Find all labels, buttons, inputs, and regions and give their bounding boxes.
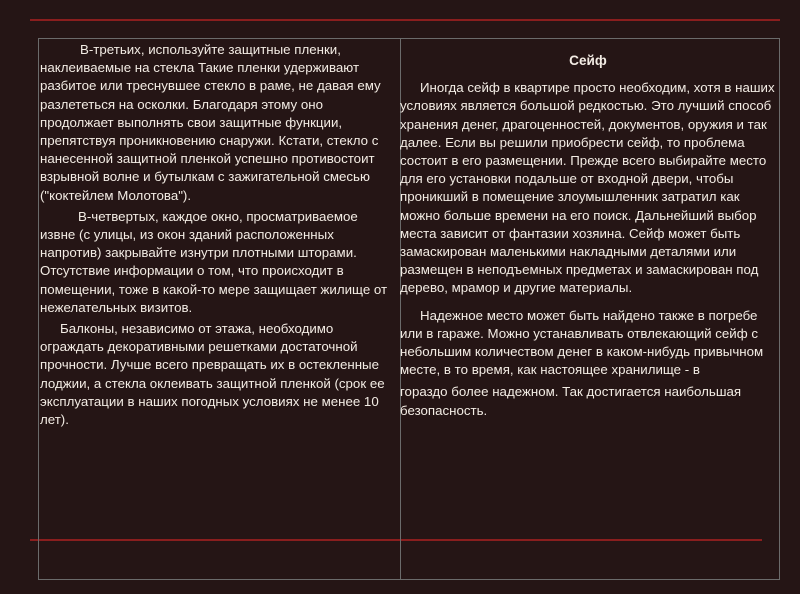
paragraph-safe-location: Надежное место может быть найдено также в погребе или в гараже. Можно устанавливать отвлекающий сейф с небольшим количеством денег в каком-нибудь привычном месте, в то время, как настоящее хранилище - в — [400, 307, 764, 378]
paragraph-safe-intro: Иногда сейф в квартире просто необходим, хотя в наших условиях является большой редкостью. Это лучший способ хранения денег, драгоценностей, документов, оружия и так далее. Если вы решили приобрести сейф, то проблема состоит в его размещении. Прежде всего выбирайте место для его установки подальше от входной двери, чтобы проникший в помещение злоумышленник затратил как можно больше времени на его поиск. Дальнейший выбор места зависит от фантазии хозяина. Сейф может быть замаскирован маленькими накладными деталями или размещен в неподъемных предметах и замаскирован под дерево, мрамор и другие материалы. — [400, 80, 775, 296]
paragraph-balconies: Балконы, независимо от этажа, необходимо ограждать декоративными решетками достаточной прочности. Лучше всего превращать их в остекленные лоджии, а стекла оклеивать защитной пленкой (срок ее эксплуатации в наших погодных условиях не менее 10 лет). — [40, 321, 385, 428]
paragraph-window-film: В-третьих, используйте защитные пленки, наклеиваемые на стекла Такие пленки удерживают разбитое или треснувшее стекло в раме, не давая ему разлететься на осколки. Благодаря этому оно продолжает выполнять свои защитные функции, препятствуя проникновению снаружи. Кстати, стекло с нанесенной защитной пленкой успешно противостоит взрывной волне и бутылкам с зажигательной смесью ("коктейлем Молотова"). — [40, 42, 381, 203]
paragraph-curtains: В-четвертых, каждое окно, просматриваемое извне (с улицы, из окон зданий расположенных напротив) закрывайте изнутри плотными шторами. Отсутствие информации о том, что происходит в помещении, тоже в какой-то мере защищает жилище от нежелательных визитов. — [40, 208, 388, 315]
paragraph-safe-conclusion: гораздо более надежном. Так достигается наибольшая безопасность. — [400, 384, 742, 418]
left-column — [40, 38, 396, 541]
right-column — [400, 38, 776, 552]
section-heading: Сейф — [569, 53, 607, 68]
top-accent-line — [30, 19, 780, 21]
